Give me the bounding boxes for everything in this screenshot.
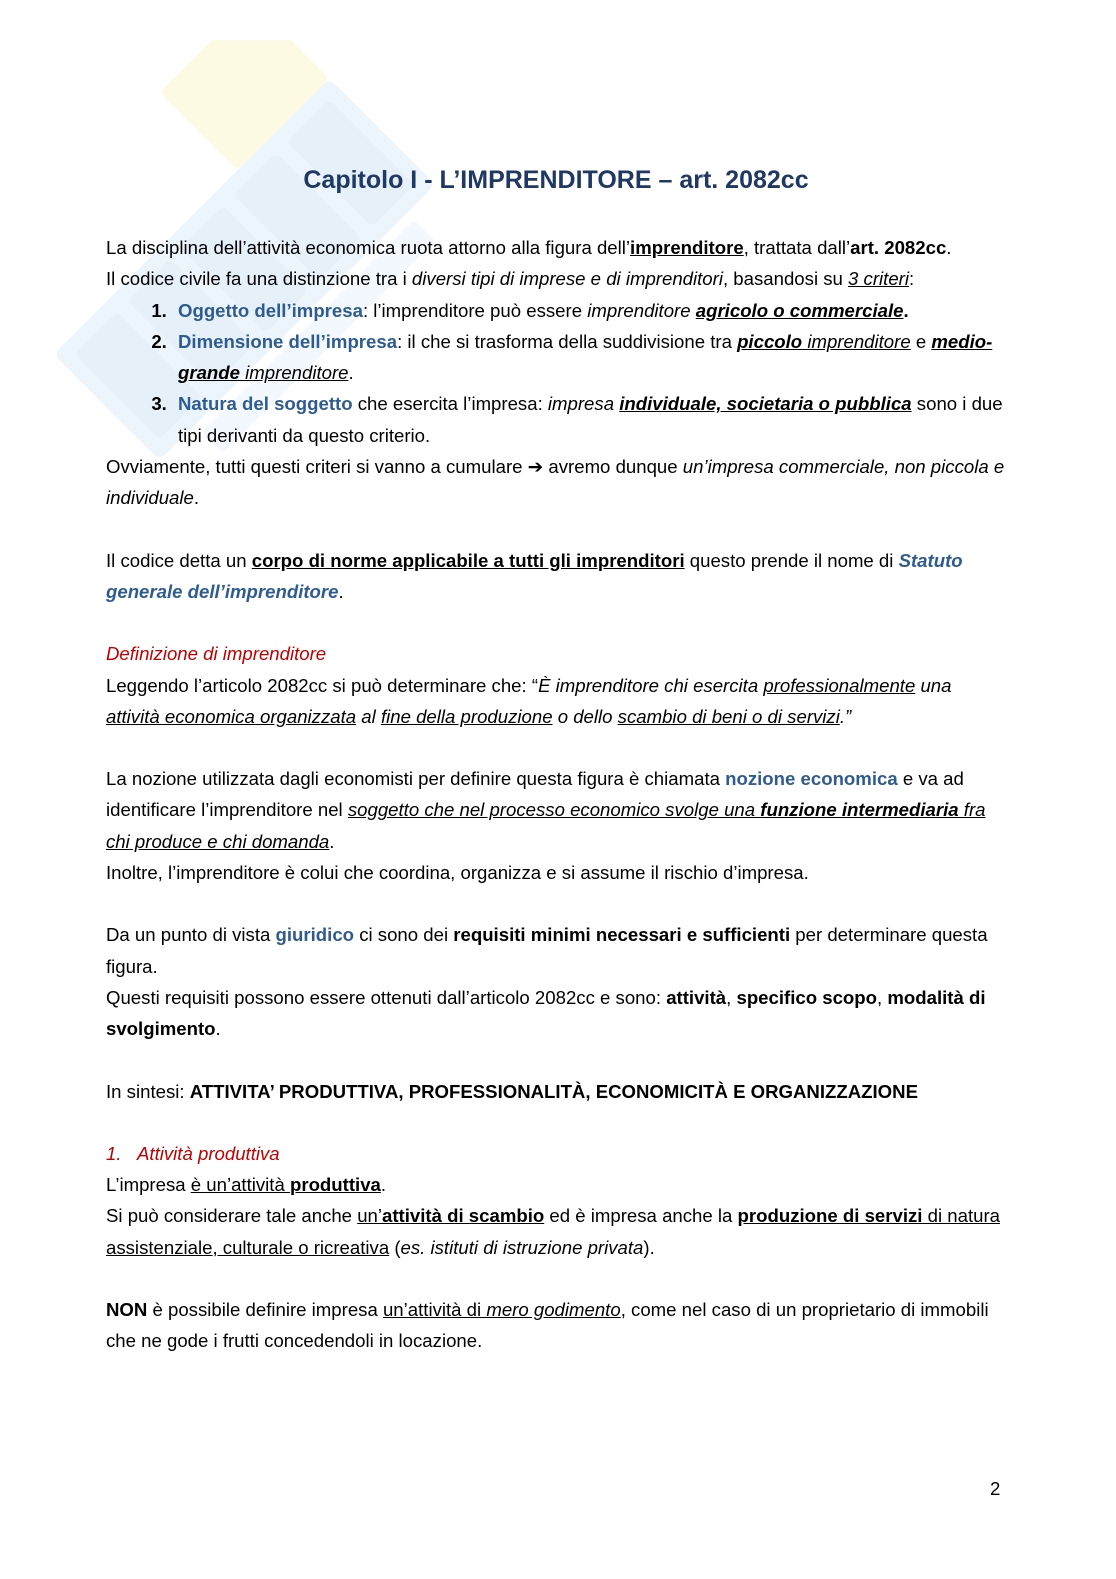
text: imprenditore [240,362,349,384]
text: attività di scambio [382,1205,545,1227]
text: , basandosi su [722,268,849,290]
text: che esercita l’impresa: [352,393,548,415]
criteria-item [172,388,1006,451]
text: questo prende il nome di [684,549,899,571]
section-heading-productive-activity [106,1138,1006,1169]
text: . [348,362,354,384]
text: Il codice detta un [106,549,252,571]
text: : l’imprenditore può essere [362,299,588,321]
exchange-paragraph [106,1200,1006,1263]
text: ci sono dei [354,924,454,946]
text: di natura assistenziale, culturale o ricreativa [106,1205,1001,1258]
text: In sintesi: [106,1080,190,1102]
text: Statuto generale dell’imprenditore [106,549,963,602]
text: medio-grande [178,330,993,384]
text: ed è impresa anche la [544,1205,738,1227]
text: funzione intermediaria [760,799,959,821]
text: Il codice civile fa una distinzione tra i [106,268,412,290]
text: ). [643,1236,655,1258]
text: nozione economica [725,768,898,790]
text: e va ad identificare l’imprenditore nel [106,768,964,821]
definition-paragraph [106,670,1006,733]
non-paragraph [106,1294,1006,1357]
text: NON [106,1299,148,1321]
text: fra chi produce e chi domanda [106,799,986,852]
coordination-paragraph: Inoltre, l’imprenditore è colui che coordina, organizza e si assume il rischio d’impresa. [106,862,809,884]
page-number: 2 [990,1478,1001,1499]
text: Dimensione dell’impresa [178,330,398,352]
cumulate-paragraph [106,451,1006,514]
text: , come nel caso di un proprietario di immobili che ne gode i frutti concedendoli in locazione. [106,1299,989,1352]
text: attività economica organizzata [106,705,357,727]
text: produzione di servizi [737,1205,923,1227]
text: è possibile definire impresa [147,1299,383,1321]
criteria-list [106,295,1006,451]
text: Natura del soggetto [178,393,353,415]
code-paragraph [106,263,1006,294]
arrow-right-icon: ➔ [527,456,544,478]
text: 3 criteri [848,268,910,290]
text: . [215,1018,221,1040]
text: Si può considerare tale anche [106,1205,358,1227]
text: . [903,299,909,321]
text: . [338,580,344,602]
text: per determinare questa figura. [106,924,988,977]
text: modalità di svolgimento [106,986,986,1040]
text: soggetto che nel processo economico svolge una [347,799,761,821]
text: fine della produzione [380,705,553,727]
text: La nozione utilizzata dagli economisti per definire questa figura è chiamata [106,768,726,790]
section-number: 1. [106,1142,122,1164]
text: imprenditore [587,299,696,321]
economic-notion-paragraph [106,763,1006,857]
chapter-title: Capitolo I - L’IMPRENDITORE – art. 2082cc [303,166,809,194]
text: La disciplina dell’attività economica ruota attorno alla figura dell’ [106,237,631,258]
statute-paragraph [106,545,1006,608]
text: Questi requisiti possono essere ottenuti dall’articolo 2082cc e sono: [106,986,667,1008]
text: . [946,237,952,258]
text: individuale, societaria o pubblica [619,393,912,415]
text: al [356,705,381,727]
text: attività [666,986,727,1008]
text: L’impresa [106,1174,191,1196]
text: è un’attività [190,1174,290,1196]
text: agricolo o commerciale [695,299,904,321]
criteria-item [172,326,1006,389]
text: avremo dunque [543,456,683,478]
requirements-paragraph [106,982,1006,1045]
text: mero godimento [486,1299,621,1321]
text: art. 2082cc [850,237,947,258]
text: diversi tipi di imprese e di imprenditori [411,268,723,290]
text: , trattata dall’ [743,237,851,258]
text: Ovviamente, tutti questi criteri si vanno a cumulare [106,456,528,478]
text: : il che si trasforma della suddivisione tra [397,330,738,352]
text: ATTIVITA’ PRODUTTIVA, PROFESSIONALITÀ, ECONOMICITÀ E ORGANIZZAZIONE [189,1080,918,1102]
intro-paragraph [106,232,1006,263]
text: È imprenditore chi esercita [538,674,764,696]
text: Oggetto dell’impresa [178,299,363,321]
text: .” [839,705,852,727]
text: . [193,487,200,509]
text: es. istituti di istruzione privata [400,1236,644,1258]
text: e [910,330,932,352]
text: : [909,268,915,290]
text: Leggendo l’articolo 2082cc si può determinare che: “ [106,674,539,696]
criteria-item [172,295,1006,326]
text: requisiti minimi necessari e sufficienti [453,924,791,946]
text: un’impresa commerciale, non piccola e individuale [106,456,1005,509]
text: un’ [357,1205,383,1227]
document-body [106,160,1006,1357]
text: . [380,1174,387,1196]
text: una [915,674,952,696]
section-title: Attività produttiva [137,1142,280,1164]
text: giuridico [275,924,355,946]
text: , [877,986,888,1008]
productive-paragraph [106,1169,1006,1200]
summary-paragraph [106,1076,1006,1107]
text: sono i due tipi derivanti da questo criterio. [178,393,1003,446]
text: imprenditore [802,330,911,352]
text: scambio di beni o di servizi [617,705,840,727]
text: impresa [547,393,620,415]
text: . [329,830,335,852]
text: professionalmente [763,674,916,696]
text: specifico scopo [736,986,878,1008]
text: piccolo [737,330,803,352]
definition-heading: Definizione di imprenditore [106,643,327,665]
text: , [726,986,737,1008]
text: corpo di norme applicabile a tutti gli imprenditori [251,549,685,571]
text: ( [389,1236,401,1258]
text: o dello [552,705,618,727]
legal-paragraph [106,919,1006,982]
text: produttiva [289,1174,381,1196]
text: imprenditore [630,237,744,258]
text: un’attività di [382,1299,487,1321]
text: Da un punto di vista [106,924,276,946]
